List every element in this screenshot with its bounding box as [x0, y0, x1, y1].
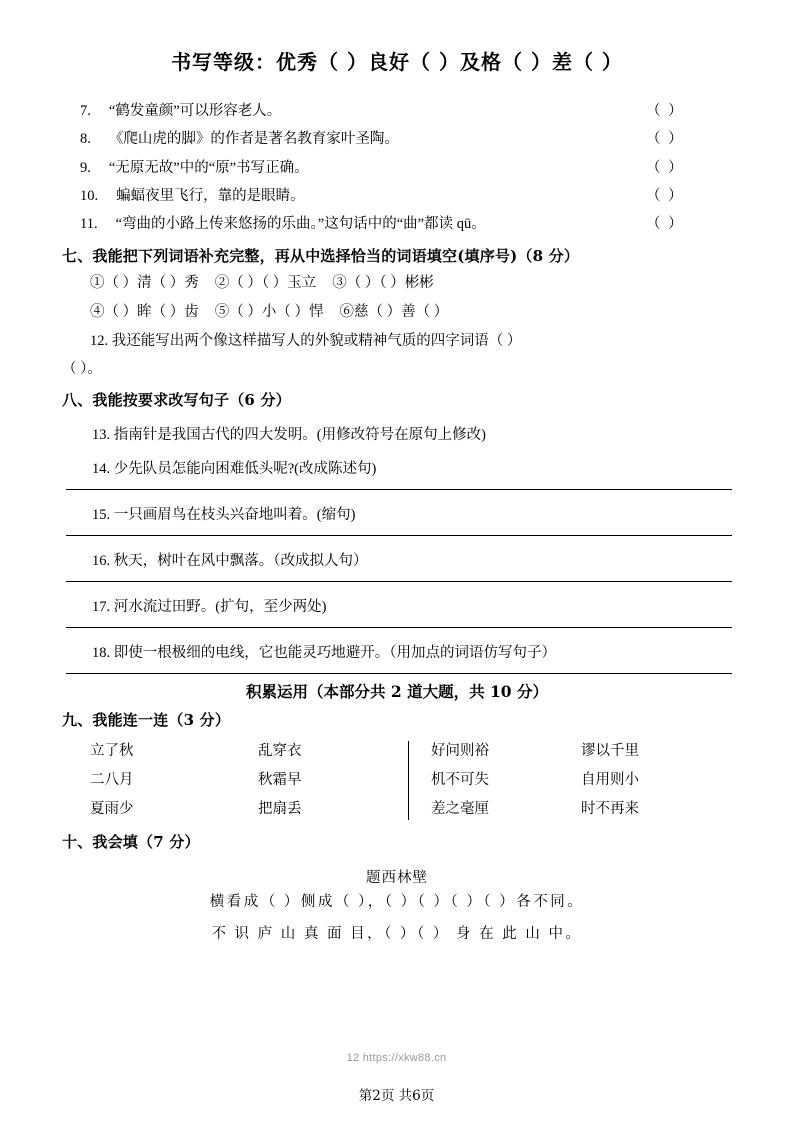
item-number: 17.	[92, 598, 111, 615]
list-item	[62, 182, 732, 210]
list-item	[62, 457, 732, 478]
match-column-2	[258, 737, 408, 824]
item-text: 即使一根极细的电线，它也能灵巧地避开。（用加点的词语仿写句子）	[113, 644, 556, 661]
item-number: 16.	[92, 552, 111, 569]
list-item	[62, 549, 732, 570]
list-item	[62, 641, 732, 662]
item-number: 8.	[80, 131, 91, 148]
section-7-heading: 七、我能把下列词语补充完整，再从中选择恰当的词语填空(填序号)（8 分）	[62, 247, 580, 266]
match-item[interactable]: 二八月	[90, 771, 134, 788]
section-9-heading: 九、我能连一连（3 分）	[62, 710, 231, 729]
idiom-item[interactable]: ③（ ）（ ）彬彬	[332, 275, 434, 292]
answer-paren[interactable]: （ ）	[646, 103, 685, 119]
match-item[interactable]: 自用则小	[581, 771, 639, 788]
list-item	[62, 503, 732, 524]
idiom-item[interactable]: ②（ ）（ ）玉立	[214, 275, 317, 292]
match-item[interactable]: 时不再来	[581, 800, 639, 817]
answer-paren[interactable]: （ ）	[646, 216, 685, 233]
rewrite-list	[62, 423, 732, 674]
answer-line[interactable]	[66, 581, 732, 582]
item-number: 11.	[80, 216, 98, 233]
idiom-item[interactable]: ⑤（ ）小（ ）悍	[214, 304, 324, 321]
idiom-fill-block	[62, 269, 732, 327]
match-item[interactable]: 秋霜早	[258, 771, 302, 788]
section-8-heading: 八、我能按要求改写句子（6 分）	[62, 390, 291, 409]
section-10-heading: 十、我会填（7 分）	[62, 832, 200, 851]
item-text: 蝙蝠夜里飞行，靠的是眼睛。	[116, 187, 305, 204]
section-band-heading: 积累运用（本部分共 2 道大题，共 10 分）	[246, 681, 548, 701]
match-column-1	[90, 737, 258, 824]
item-text: 一只画眉鸟在枝头兴奋地叫着。(缩句)	[113, 506, 356, 523]
match-item[interactable]: 夏雨少	[90, 800, 134, 817]
list-item	[62, 125, 732, 153]
poem-line-2[interactable]: 不 识 庐 山 真 面 目，（ ）（ ） 身 在 此 山 中。	[211, 925, 583, 942]
question-12-continuation[interactable]: （ ）。	[62, 360, 102, 377]
matching-group-left	[90, 737, 408, 824]
page-footer: 第2页 共6页	[358, 1088, 435, 1104]
match-column-3	[431, 737, 581, 824]
list-item	[62, 97, 732, 125]
poem-line-1[interactable]: 横看成（ ）侧成（ ），（ ）（ ）（ ）（ ）各不同。	[209, 893, 585, 910]
list-item	[62, 210, 732, 238]
item-number: 18.	[92, 644, 111, 661]
item-text: 秋天，树叶在风中飘落。（改成拟人句）	[113, 552, 368, 569]
column-divider	[408, 741, 409, 820]
idiom-item[interactable]: ⑥慈（ ）善（ ）	[339, 304, 449, 321]
answer-line[interactable]	[66, 535, 732, 536]
item-text: 指南针是我国古代的四大发明。(用修改符号在原句上修改)	[113, 426, 486, 443]
item-number: 13.	[92, 426, 111, 443]
list-item	[62, 595, 732, 616]
idiom-item[interactable]: ④（ ）眸（ ）齿	[90, 304, 199, 321]
answer-line[interactable]	[66, 627, 732, 628]
match-item[interactable]: 立了秋	[90, 742, 134, 759]
idiom-item[interactable]: ①（ ）清（ ）秀	[90, 275, 199, 292]
item-text: 河水流过田野。(扩句，至少两处)	[113, 598, 327, 615]
answer-paren[interactable]: （ ）	[646, 131, 685, 148]
match-item[interactable]: 乱穿衣	[258, 742, 302, 759]
answer-line[interactable]	[66, 489, 732, 490]
handwriting-grade-line: 书写等级：优秀（ ）良好（ ）及格（ ）差（ ）	[171, 50, 623, 74]
poem-title: 题西林壁	[366, 869, 428, 886]
item-number: 7.	[80, 103, 91, 119]
match-column-4	[581, 737, 701, 824]
item-number: 9.	[80, 159, 91, 176]
item-text: “弯曲的小路上传来悠扬的乐曲。”这句话中的“曲”都读 qū。	[115, 216, 486, 233]
item-text: “无原无故”中的“原”书写正确。	[108, 159, 309, 176]
match-item[interactable]: 差之毫厘	[431, 800, 489, 817]
item-text: 少先队员怎能向困难低头呢?(改成陈述句)	[113, 460, 377, 477]
matching-exercise	[62, 737, 732, 824]
matching-group-right	[431, 737, 701, 824]
list-item	[62, 423, 732, 444]
match-item[interactable]: 把扇丢	[258, 800, 302, 817]
match-item[interactable]: 谬以千里	[581, 742, 639, 759]
answer-paren[interactable]: （ ）	[646, 187, 685, 204]
answer-paren[interactable]: （ ）	[646, 159, 685, 176]
true-false-list	[62, 97, 732, 238]
answer-line[interactable]	[66, 673, 732, 674]
idiom-row	[90, 269, 732, 298]
list-item	[62, 154, 732, 182]
item-number: 14.	[92, 460, 111, 477]
watermark: 12 https://xkw88.cn	[346, 1052, 447, 1064]
match-item[interactable]: 机不可失	[431, 771, 489, 788]
item-number: 15.	[92, 506, 111, 523]
item-number: 10.	[80, 187, 99, 204]
page-content	[62, 46, 732, 950]
item-text: 《爬山虎的脚》的作者是著名教育家叶圣陶。	[108, 131, 399, 148]
match-item[interactable]: 好问则裕	[431, 742, 489, 759]
question-12[interactable]: 12. 我还能写出两个像这样描写人的外貌或精神气质的四字词语（ ）	[90, 333, 522, 350]
item-text: “鹤发童颜”可以形容老人。	[108, 103, 282, 119]
idiom-row	[90, 298, 732, 327]
